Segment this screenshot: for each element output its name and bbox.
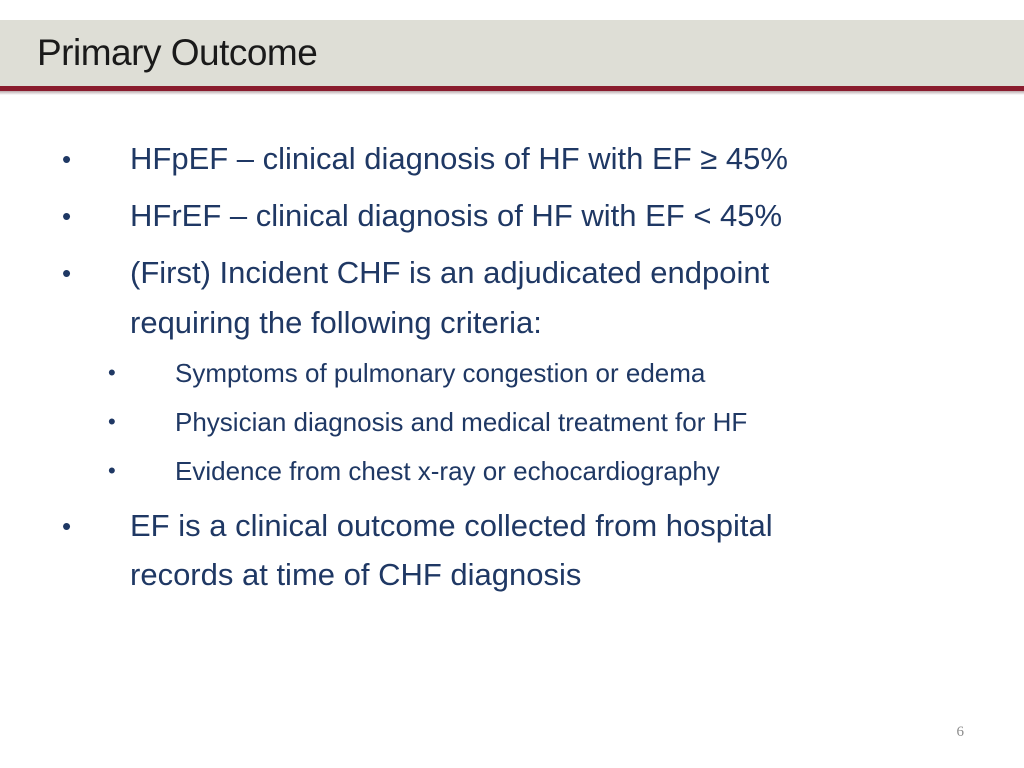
bullet-dot: • <box>62 144 72 174</box>
bullet-dot: • <box>62 201 72 231</box>
page-number: 6 <box>956 724 964 740</box>
bullet-dot: • <box>62 258 72 288</box>
slide-title: Primary Outcome <box>37 32 318 73</box>
bullet-text: HFpEF – clinical diagnosis of HF with EF ≥ 45% <box>130 141 788 176</box>
bullet-text: (First) Incident CHF is an adjudicated endpoint <box>130 255 770 290</box>
bullet-text: HFrEF – clinical diagnosis of HF with EF < 45% <box>130 198 783 233</box>
bullet-dot: • <box>62 511 72 541</box>
sub-bullet-text: Physician diagnosis and medical treatment for HF <box>175 407 748 437</box>
bullet-text: records at time of CHF diagnosis <box>130 557 582 592</box>
bullet-dot: • <box>108 409 116 434</box>
bullet-text: EF is a clinical outcome collected from hospital <box>130 508 773 543</box>
bullet-dot: • <box>108 360 116 385</box>
sub-bullet-text: Evidence from chest x-ray or echocardiography <box>175 456 720 486</box>
sub-bullet-text: Symptoms of pulmonary congestion or edema <box>175 358 706 388</box>
bullet-dot: • <box>108 458 116 483</box>
bullet-text: requiring the following criteria: <box>130 305 542 340</box>
